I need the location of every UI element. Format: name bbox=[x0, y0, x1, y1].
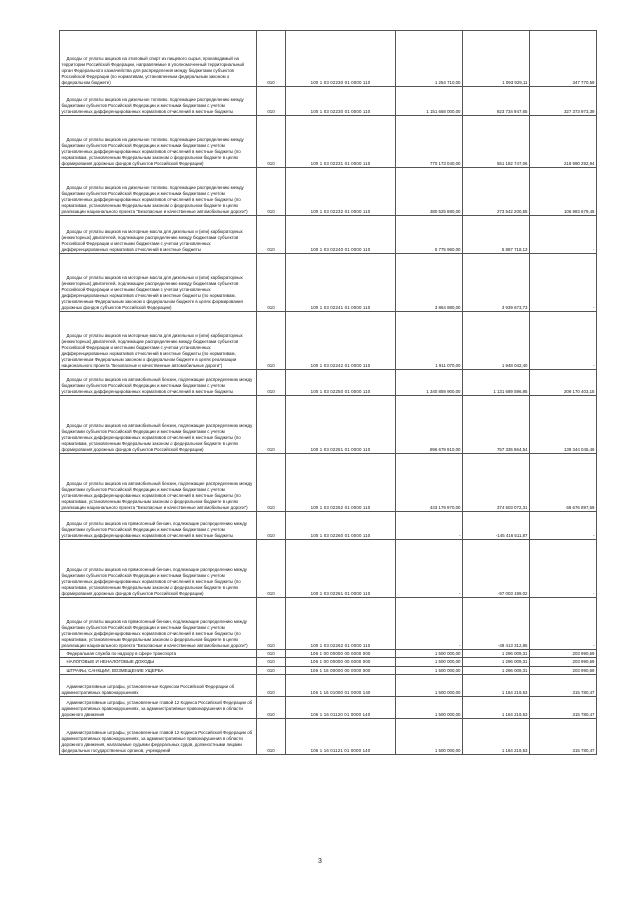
table-row bbox=[60, 658, 597, 666]
row-kbk-cell: 100 1 03 02250 01 0000 110 bbox=[286, 370, 396, 396]
table-row bbox=[60, 168, 597, 216]
row-executed-cell: 1 093 929,11 bbox=[463, 31, 530, 87]
row-approved-cell: 896 679 910,00 bbox=[396, 396, 463, 454]
row-kbk-cell: 100 1 03 02262 01 0000 110 bbox=[286, 598, 396, 650]
row-executed-cell: 273 542 200,55 bbox=[463, 168, 530, 216]
row-code-cell: 010 bbox=[257, 370, 286, 396]
row-kbk-cell: 100 1 03 02230 01 0000 110 bbox=[286, 87, 396, 116]
row-name-cell: Доходы от уплаты акцизов на моторные масла для дизельных и (или) карбюраторных (инжекторных) двигателей, подлежащие распределению между бюджетами субъектов Российской Федерации и местными бюджетами с учетом установленных дифференцированных нормативов отчислений в местные бюджеты (по нормативам, установленным Федеральным законом о федеральном бюджете в целях реализации национального проекта "Безопасные и качественные автомобильные дороги") bbox=[60, 312, 257, 370]
row-remaining-cell: 68 676 897,69 bbox=[530, 454, 597, 512]
row-remaining-cell: - bbox=[530, 254, 597, 312]
row-kbk-cell: 106 1 16 01000 01 0000 140 bbox=[286, 675, 396, 697]
row-executed-cell: 1 948 042,40 bbox=[463, 312, 530, 370]
row-approved-cell: 1 151 668 000,00 bbox=[396, 87, 463, 116]
table-row bbox=[60, 396, 597, 454]
row-name-cell: Доходы от уплаты акцизов на дизельное топливо, подлежащие распределению между бюджетами субъектов Российской Федерации и местными бюджетами с учетом установленных дифференцированных нормативов отчислений в местные бюджеты bbox=[60, 87, 257, 116]
row-executed-cell: 757 335 864,54 bbox=[463, 396, 530, 454]
row-code-cell: 010 bbox=[257, 650, 286, 658]
row-remaining-cell: 203 990,69 bbox=[530, 658, 597, 666]
row-name-cell: Доходы от уплаты акцизов на дизельное топливо, подлежащие распределению между бюджетами субъектов Российской Федерации и местными бюджетами с учетом установленных дифференцированных нормативов отчислений в местные бюджеты (по нормативам, установленным Федеральным законом о федеральном бюджете в целях формирования дорожных фондов субъектов Российской Федерации) bbox=[60, 116, 257, 168]
row-code-cell: 010 bbox=[257, 168, 286, 216]
row-executed-cell: 1 184 219,53 bbox=[463, 697, 530, 719]
row-approved-cell: 3 864 880,00 bbox=[396, 254, 463, 312]
row-executed-cell: -48 413 312,85 bbox=[463, 598, 530, 650]
row-approved-cell: 1 500 000,00 bbox=[396, 719, 463, 755]
page-number: 3 bbox=[318, 858, 322, 865]
row-approved-cell: - bbox=[396, 512, 463, 540]
row-code-cell: 010 bbox=[257, 658, 286, 666]
row-name-cell: Доходы от уплаты акцизов на дизельное топливо, подлежащие распределению между бюджетами субъектов Российской Федерации и местными бюджетами с учетом установленных дифференцированных нормативов отчислений в местные бюджеты (по нормативам, установленным Федеральным законом о федеральном бюджете в целях реализации национального проекта "Безопасные и качественные автомобильные дороги") bbox=[60, 168, 257, 216]
row-name-cell: Доходы от уплаты акцизов на автомобильный бензин, подлежащие распределению между бюджетами субъектов Российской Федерации и местными бюджетами с учетом установленных дифференцированных нормативов отчислений в местные бюджеты (по нормативам, установленным Федеральным законом о федеральном бюджете в целях формирования дорожных фондов субъектов Российской Федерации) bbox=[60, 396, 257, 454]
table-row bbox=[60, 512, 597, 540]
row-kbk-cell: 106 1 16 01120 01 0000 140 bbox=[286, 697, 396, 719]
row-executed-cell: 1 296 009,31 bbox=[463, 658, 530, 666]
table-row bbox=[60, 370, 597, 396]
row-kbk-cell: 100 1 03 02251 01 0000 110 bbox=[286, 396, 396, 454]
row-kbk-cell: 106 1 16 01121 01 0000 140 bbox=[286, 719, 396, 755]
table-row bbox=[60, 31, 597, 87]
row-approved-cell: 1 500 000,00 bbox=[396, 666, 463, 674]
table-row bbox=[60, 216, 597, 254]
row-name-cell: Доходы от уплаты акцизов на прямогонный бензин, подлежащие распределению между бюджетами субъектов Российской Федерации и местными бюджетами с учетом установленных дифференцированных нормативов отчислений в местные бюджеты bbox=[60, 512, 257, 540]
table-row bbox=[60, 598, 597, 650]
row-code-cell: 010 bbox=[257, 31, 286, 87]
row-kbk-cell: 100 1 03 02241 01 0000 110 bbox=[286, 254, 396, 312]
row-remaining-cell: - bbox=[530, 512, 597, 540]
row-approved-cell: 1 340 859 900,00 bbox=[396, 370, 463, 396]
row-name-cell: Федеральная служба по надзору в сфере транспорта bbox=[60, 650, 257, 658]
row-approved-cell: 5 775 960,00 bbox=[396, 216, 463, 254]
row-executed-cell: 3 939 673,73 bbox=[463, 254, 530, 312]
row-remaining-cell: 209 170 403,15 bbox=[530, 370, 597, 396]
row-approved-cell: - bbox=[396, 540, 463, 598]
table-row bbox=[60, 87, 597, 116]
row-executed-cell: 1 296 009,31 bbox=[463, 650, 530, 658]
row-remaining-cell: 203 990,69 bbox=[530, 650, 597, 658]
row-remaining-cell: - bbox=[530, 312, 597, 370]
row-kbk-cell: 106 1 00 00000 00 0000 000 bbox=[286, 650, 396, 658]
income-execution-table bbox=[59, 30, 597, 755]
row-kbk-cell: 100 1 03 02231 01 0000 110 bbox=[286, 116, 396, 168]
row-code-cell: 010 bbox=[257, 87, 286, 116]
row-name-cell: Доходы от уплаты акцизов на моторные масла для дизельных и (или) карбюраторных (инжекторных) двигателей, подлежащие распределению между бюджетами субъектов Российской Федерации и местными бюджетами с учетом установленных дифференцированных нормативов отчислений в местные бюджеты bbox=[60, 216, 257, 254]
row-name-cell: НАЛОГОВЫЕ И НЕНАЛОГОВЫЕ ДОХОДЫ bbox=[60, 658, 257, 666]
row-executed-cell: 1 184 219,53 bbox=[463, 675, 530, 697]
row-remaining-cell: - bbox=[530, 216, 597, 254]
table-row bbox=[60, 312, 597, 370]
row-name-cell: Доходы от уплаты акцизов на этиловый спирт из пищевого сырья, производимый на территории Российской Федерации, направляемые в уполномоченный территориальный орган Федерального казначейства для распределения между бюджетами субъектов Российской Федерации (по нормативам, установленным федеральным законом о федеральном бюджете) bbox=[60, 31, 257, 87]
row-name-cell: Доходы от уплаты акцизов на прямогонный бензин, подлежащие распределению между бюджетами субъектов Российской Федерации и местными бюджетами с учетом установленных дифференцированных нормативов отчислений в местные бюджеты (по нормативам, установленным Федеральным законом о федеральном бюджете в целях формирования дорожных фондов субъектов Российской Федерации) bbox=[60, 540, 257, 598]
row-remaining-cell: 347 770,59 bbox=[530, 31, 597, 87]
row-code-cell: 010 bbox=[257, 216, 286, 254]
row-remaining-cell: 315 780,47 bbox=[530, 675, 597, 697]
row-approved-cell: 443 179 970,00 bbox=[396, 454, 463, 512]
row-approved-cell: 1 254 710,00 bbox=[396, 31, 463, 87]
row-code-cell: 010 bbox=[257, 454, 286, 512]
table-row bbox=[60, 454, 597, 512]
row-remaining-cell: - bbox=[530, 540, 597, 598]
row-executed-cell: 551 182 747,06 bbox=[463, 116, 530, 168]
row-executed-cell: 5 887 718,13 bbox=[463, 216, 530, 254]
row-executed-cell: 1 184 219,53 bbox=[463, 719, 530, 755]
row-kbk-cell: 100 1 03 02252 01 0000 110 bbox=[286, 454, 396, 512]
row-approved-cell: 1 500 000,00 bbox=[396, 658, 463, 666]
table-body bbox=[60, 31, 597, 755]
row-executed-cell: 1 131 689 596,85 bbox=[463, 370, 530, 396]
row-kbk-cell: 100 1 03 02260 01 0000 110 bbox=[286, 512, 396, 540]
table-row bbox=[60, 650, 597, 658]
table-row bbox=[60, 540, 597, 598]
row-approved-cell: 1 911 070,00 bbox=[396, 312, 463, 370]
row-executed-cell: 823 734 947,65 bbox=[463, 87, 530, 116]
row-executed-cell: -145 416 511,87 bbox=[463, 512, 530, 540]
row-code-cell: 010 bbox=[257, 697, 286, 719]
table-row bbox=[60, 666, 597, 674]
row-kbk-cell: 100 1 03 02232 01 0000 110 bbox=[286, 168, 396, 216]
row-name-cell: Доходы от уплаты акцизов на прямогонный бензин, подлежащие распределению между бюджетами субъектов Российской Федерации и местными бюджетами с учетом установленных дифференцированных нормативов отчислений в местные бюджеты (по нормативам, установленным Федеральным законом о федеральном бюджете в целях реализации национального проекта "Безопасные и качественные автомобильные дороги") bbox=[60, 598, 257, 650]
row-remaining-cell: 327 373 973,39 bbox=[530, 87, 597, 116]
row-remaining-cell: 315 780,47 bbox=[530, 719, 597, 755]
row-kbk-cell: 100 1 03 02242 01 0000 110 bbox=[286, 312, 396, 370]
row-name-cell: Административные штрафы, установленные главой 12 Кодекса Российской Федерации об административных правонарушениях, за административные правонарушения в области дорожного движения bbox=[60, 697, 257, 719]
row-code-cell: 010 bbox=[257, 675, 286, 697]
row-name-cell: ШТРАФЫ, САНКЦИИ, ВОЗМЕЩЕНИЕ УЩЕРБА bbox=[60, 666, 257, 674]
row-code-cell: 010 bbox=[257, 512, 286, 540]
row-executed-cell: -97 003 199,02 bbox=[463, 540, 530, 598]
row-remaining-cell: 218 990 292,94 bbox=[530, 116, 597, 168]
table-row bbox=[60, 697, 597, 719]
row-approved-cell: 1 500 000,00 bbox=[396, 650, 463, 658]
row-code-cell: 010 bbox=[257, 666, 286, 674]
row-remaining-cell: 203 990,69 bbox=[530, 666, 597, 674]
row-remaining-cell: 106 983 679,45 bbox=[530, 168, 597, 216]
row-kbk-cell: 100 1 03 02240 01 0000 110 bbox=[286, 216, 396, 254]
row-code-cell: 010 bbox=[257, 540, 286, 598]
table-row bbox=[60, 116, 597, 168]
row-remaining-cell: 315 780,47 bbox=[530, 697, 597, 719]
row-code-cell: 010 bbox=[257, 312, 286, 370]
row-code-cell: 010 bbox=[257, 719, 286, 755]
row-approved-cell: 1 500 000,00 bbox=[396, 697, 463, 719]
row-kbk-cell: 100 1 03 02261 01 0000 110 bbox=[286, 540, 396, 598]
row-name-cell: Доходы от уплаты акцизов на моторные масла для дизельных и (или) карбюраторных (инжекторных) двигателей, подлежащие распределению между бюджетами субъектов Российской Федерации и местными бюджетами с учетом установленных дифференцированных нормативов отчислений в местные бюджеты (по нормативам, установленным Федеральным законом о федеральном бюджете в целях формирования дорожных фондов субъектов Российской Федерации) bbox=[60, 254, 257, 312]
row-approved-cell: 770 173 040,00 bbox=[396, 116, 463, 168]
row-kbk-cell: 100 1 03 02230 01 0000 110 bbox=[286, 31, 396, 87]
row-remaining-cell: 139 344 045,46 bbox=[530, 396, 597, 454]
row-executed-cell: 1 296 009,31 bbox=[463, 666, 530, 674]
row-kbk-cell: 106 1 00 00000 00 0000 000 bbox=[286, 658, 396, 666]
table-row bbox=[60, 719, 597, 755]
row-code-cell: 010 bbox=[257, 396, 286, 454]
row-approved-cell: 380 525 880,00 bbox=[396, 168, 463, 216]
row-approved-cell: - bbox=[396, 598, 463, 650]
table-row bbox=[60, 675, 597, 697]
row-executed-cell: 374 503 072,31 bbox=[463, 454, 530, 512]
row-name-cell: Доходы от уплаты акцизов на автомобильный бензин, подлежащие распределению между бюджетами субъектов Российской Федерации и местными бюджетами с учетом установленных дифференцированных нормативов отчислений в местные бюджеты bbox=[60, 370, 257, 396]
row-code-cell: 010 bbox=[257, 254, 286, 312]
table-row bbox=[60, 254, 597, 312]
row-code-cell: 010 bbox=[257, 598, 286, 650]
row-approved-cell: 1 500 000,00 bbox=[396, 675, 463, 697]
row-code-cell: 010 bbox=[257, 116, 286, 168]
row-name-cell: Доходы от уплаты акцизов на автомобильный бензин, подлежащие распределению между бюджетами субъектов Российской Федерации и местными бюджетами с учетом установленных дифференцированных нормативов отчислений в местные бюджеты (по нормативам, установленным Федеральным законом о федеральном бюджете в целях реализации национального проекта "Безопасные и качественные автомобильные дороги") bbox=[60, 454, 257, 512]
row-remaining-cell: - bbox=[530, 598, 597, 650]
row-name-cell: Административные штрафы, установленные Кодексом Российской Федерации об административных правонарушениях bbox=[60, 675, 257, 697]
row-kbk-cell: 106 1 16 00000 00 0000 000 bbox=[286, 666, 396, 674]
row-name-cell: Административные штрафы, установленные главой 12 Кодекса Российской Федерации об административных правонарушениях, за административные правонарушения в области дорожного движения, налагаемые судьями федеральных судов, должностными лицами федеральных государственных органов, учреждений bbox=[60, 719, 257, 755]
